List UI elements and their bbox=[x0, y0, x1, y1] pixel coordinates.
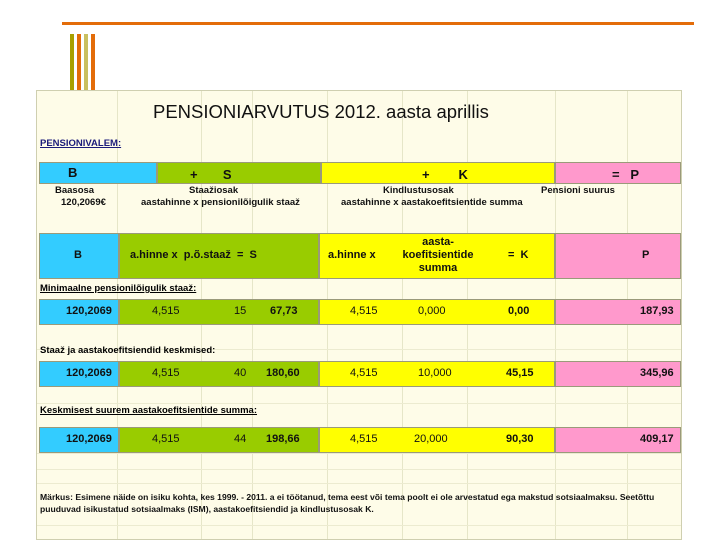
label-baasosa-value: 120,2069€ bbox=[61, 197, 106, 208]
value-s: 198,66 bbox=[266, 433, 300, 445]
detail-b: B bbox=[74, 249, 82, 261]
value-b: 120,2069 bbox=[66, 433, 112, 445]
value-k: 90,30 bbox=[506, 433, 534, 445]
label-baasosa: Baasosa bbox=[55, 185, 95, 196]
value-a-hinne-s: 4,515 bbox=[152, 367, 180, 379]
formula-p: = P bbox=[612, 167, 640, 182]
section-heading: Minimaalne pensionilõigulik staaž: bbox=[40, 283, 197, 294]
value-p: 345,96 bbox=[640, 367, 674, 379]
page-title: PENSIONIARVUTUS 2012. aasta aprillis bbox=[153, 101, 489, 122]
detail-k-right: = K bbox=[508, 249, 529, 261]
value-koef-summa: 20,000 bbox=[414, 433, 448, 445]
detail-k-left: a.hinne x bbox=[328, 249, 376, 261]
detail-k-mid: aasta- koefitsientide summa bbox=[402, 236, 474, 274]
value-a-hinne-s: 4,515 bbox=[152, 433, 180, 445]
formula-k-cell bbox=[321, 162, 555, 184]
value-k: 45,15 bbox=[506, 367, 534, 379]
top-accent-line bbox=[62, 22, 694, 25]
value-staaz: 40 bbox=[234, 367, 247, 379]
label-kindlustusosak: Kindlustusosak bbox=[383, 185, 454, 196]
label-staaziosak-desc: aastahinne x pensionilõigulik staaž bbox=[141, 197, 300, 208]
section-heading: Staaž ja aastakoefitsiendid keskmised: bbox=[40, 345, 216, 356]
label-kindlustusosak-desc: aastahinne x aastakoefitsientide summa bbox=[341, 197, 523, 208]
label-pensioni-suurus: Pensioni suurus bbox=[541, 185, 615, 196]
detail-p: P bbox=[642, 249, 650, 261]
value-a-hinne-k: 4,515 bbox=[350, 305, 378, 317]
detail-s-cell bbox=[119, 233, 319, 279]
value-a-hinne-s: 4,515 bbox=[152, 305, 180, 317]
value-koef-summa: 0,000 bbox=[418, 305, 446, 317]
formula-s: + S bbox=[190, 167, 232, 182]
formula-b: B bbox=[68, 165, 78, 180]
value-b: 120,2069 bbox=[66, 367, 112, 379]
formula-b-cell bbox=[39, 162, 157, 184]
formula-s-cell bbox=[157, 162, 321, 184]
value-staaz: 15 bbox=[234, 305, 247, 317]
value-a-hinne-k: 4,515 bbox=[350, 367, 378, 379]
detail-b-cell bbox=[39, 233, 119, 279]
value-s: 180,60 bbox=[266, 367, 300, 379]
formula-p-cell bbox=[555, 162, 681, 184]
detail-k-cell bbox=[319, 233, 555, 279]
section-heading: Keskmisest suurem aastakoefitsientide summa: bbox=[40, 405, 258, 416]
value-a-hinne-k: 4,515 bbox=[350, 433, 378, 445]
value-p: 409,17 bbox=[640, 433, 674, 445]
value-b: 120,2069 bbox=[66, 305, 112, 317]
label-staaziosak: Staažiosak bbox=[189, 185, 239, 196]
value-s: 67,73 bbox=[270, 305, 298, 317]
value-staaz: 44 bbox=[234, 433, 247, 445]
footnote: Märkus: Esimene näide on isiku kohta, kes 1999. - 2011. a ei töötanud, tema eest või tema poolt ei ole arvestatud ega makstud sotsiaalmaksu. Seetõttu puuduvad isikustatud sotsiaalmaks (ISM), aastakoefitsiendid ja kindlustusosak K. bbox=[40, 492, 655, 514]
value-koef-summa: 10,000 bbox=[418, 367, 452, 379]
value-k: 0,00 bbox=[508, 305, 530, 317]
formula-heading: PENSIONIVALEM: bbox=[40, 138, 122, 149]
spreadsheet bbox=[36, 90, 682, 540]
value-p: 187,93 bbox=[640, 305, 674, 317]
detail-p-cell bbox=[555, 233, 681, 279]
formula-k: + K bbox=[422, 167, 468, 182]
detail-s-formula: a.hinne x p.õ.staaž = S bbox=[130, 249, 257, 261]
